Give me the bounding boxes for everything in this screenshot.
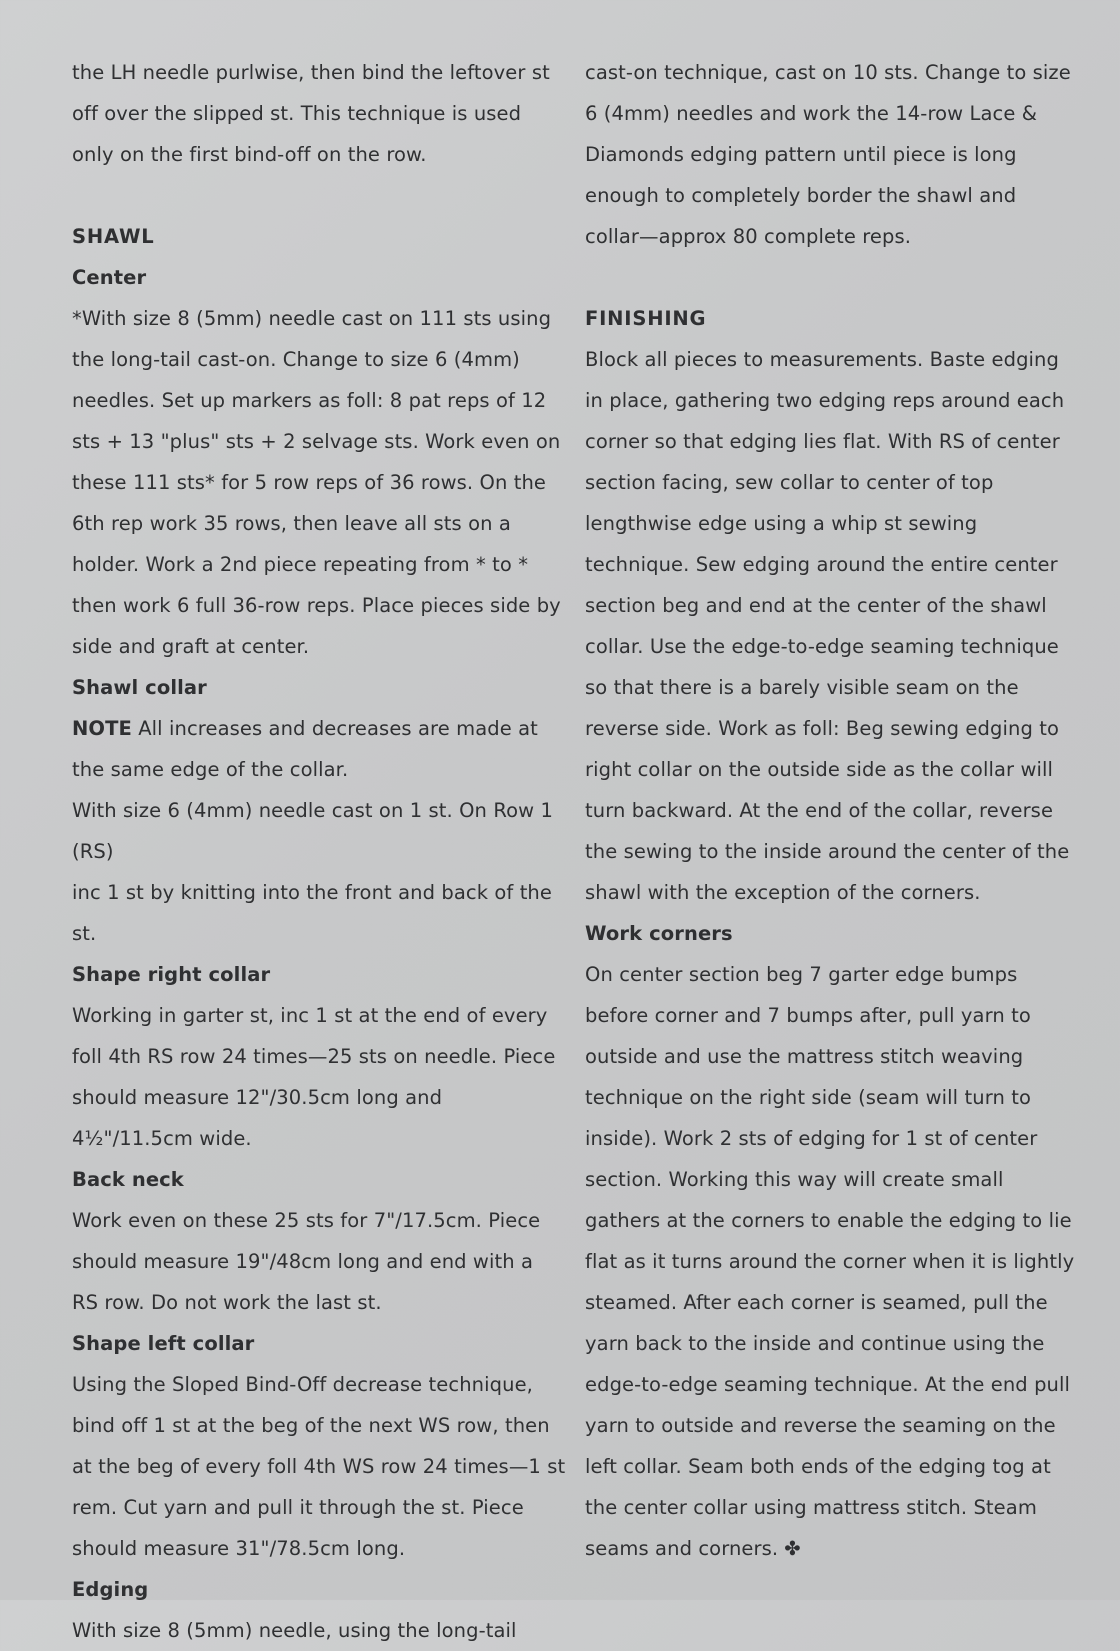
intro-paragraph: the LH needle purlwise, then bind the leftover st off over the slipped st. This technique is used only on the first bind-off on the row. (72, 61, 550, 166)
finishing-heading: FINISHING (585, 307, 707, 330)
shape-right-collar-paragraph: Working in garter st, inc 1 st at the end of every foll 4th RS row 24 times—25 sts on needle. Piece should measure 12"/30.5cm long and 4½"/11.5cm wide. (72, 1004, 556, 1150)
work-corners-heading: Work corners (585, 922, 733, 945)
shape-left-collar-heading: Shape left collar (72, 1332, 255, 1355)
back-neck-paragraph: Work even on these 25 sts for 7"/17.5cm. Piece should measure 19"/48cm long and end with a RS row. Do not work the last st. (72, 1209, 541, 1314)
work-corners-text: On center section beg 7 garter edge bumps before corner and 7 bumps after, pull yarn to outside and use the mattress stitch weaving technique on the right side (seam will turn to inside). Work 2 sts of edging for 1 st of center section. Working this way will create small gathers at the corners to enable the edging to lie flat as it turns around the corner when it is lightly steamed. After each corner is seamed, pull the yarn back to the inside and continue using the edge-to-edge seaming technique. At the end pull yarn to outside and reverse the seaming on the left collar. Seam both ends of the edging tog at the center collar using mattress stitch. Steam seams and corners. (585, 963, 1075, 1560)
shape-left-collar-paragraph: Using the Sloped Bind-Off decrease technique, bind off 1 st at the beg of the next WS row, then at the beg of every foll 4th WS row 24 times—1 st rem. Cut yarn and pull it through the st. Piece should measure 31"/78.5cm long. (72, 1373, 566, 1560)
note-label: NOTE (72, 717, 132, 740)
edging-paragraph: With size 8 (5mm) needle, using the long-tail (72, 1619, 517, 1642)
note-text: All increases and decreases are made at the same edge of the collar. (72, 717, 538, 781)
left-column (72, 52, 572, 1651)
spacer (72, 175, 572, 216)
right-column (585, 52, 1085, 1569)
spacer (585, 257, 1085, 298)
back-neck-heading: Back neck (72, 1168, 184, 1191)
center-paragraph: *With size 8 (5mm) needle cast on 111 sts using the long-tail cast-on. Change to size 6 (4mm) needles. Set up markers as foll: 8 pat reps of 12 sts + 13 "plus" sts + 2 selvage sts. Work even on these 111 sts* for 5 row reps of 36 rows. On the 6th rep work 35 rows, then leave all sts on a holder. Work a 2nd piece repeating from * to * then work 6 full 36-row reps. Place pieces side by side and graft at center. (72, 307, 561, 658)
note-paragraph (72, 708, 572, 790)
shawl-heading: SHAWL (72, 225, 155, 248)
collar-paragraph: With size 6 (4mm) needle cast on 1 st. On Row 1 (RS) inc 1 st by knitting into the front and back of the st. (72, 799, 553, 945)
work-corners-paragraph (585, 954, 1085, 1569)
edging-heading: Edging (72, 1578, 149, 1601)
center-heading: Center (72, 266, 147, 289)
finishing-paragraph: Block all pieces to measurements. Baste edging in place, gathering two edging reps around each corner so that edging lies flat. With RS of center section facing, sew collar to center of top lengthwise edge using a whip st sewing technique. Sew edging around the entire center section beg and end at the center of the shawl collar. Use the edge-to-edge seaming technique so that there is a barely visible seam on the reverse side. Work as foll: Beg sewing edging to right collar on the outside side as the collar will turn backward. At the end of the collar, reverse the sewing to the inside around the center of the shawl with the exception of the corners. (585, 348, 1070, 904)
edging-continued-paragraph: cast-on technique, cast on 10 sts. Change to size 6 (4mm) needles and work the 14-row Lace & Diamonds edging pattern until piece is long enough to completely border the shawl and collar—approx 80 complete reps. (585, 61, 1071, 248)
shape-right-collar-heading: Shape right collar (72, 963, 271, 986)
end-mark-icon: ✤ (784, 1537, 801, 1560)
shawl-collar-heading: Shawl collar (72, 676, 207, 699)
